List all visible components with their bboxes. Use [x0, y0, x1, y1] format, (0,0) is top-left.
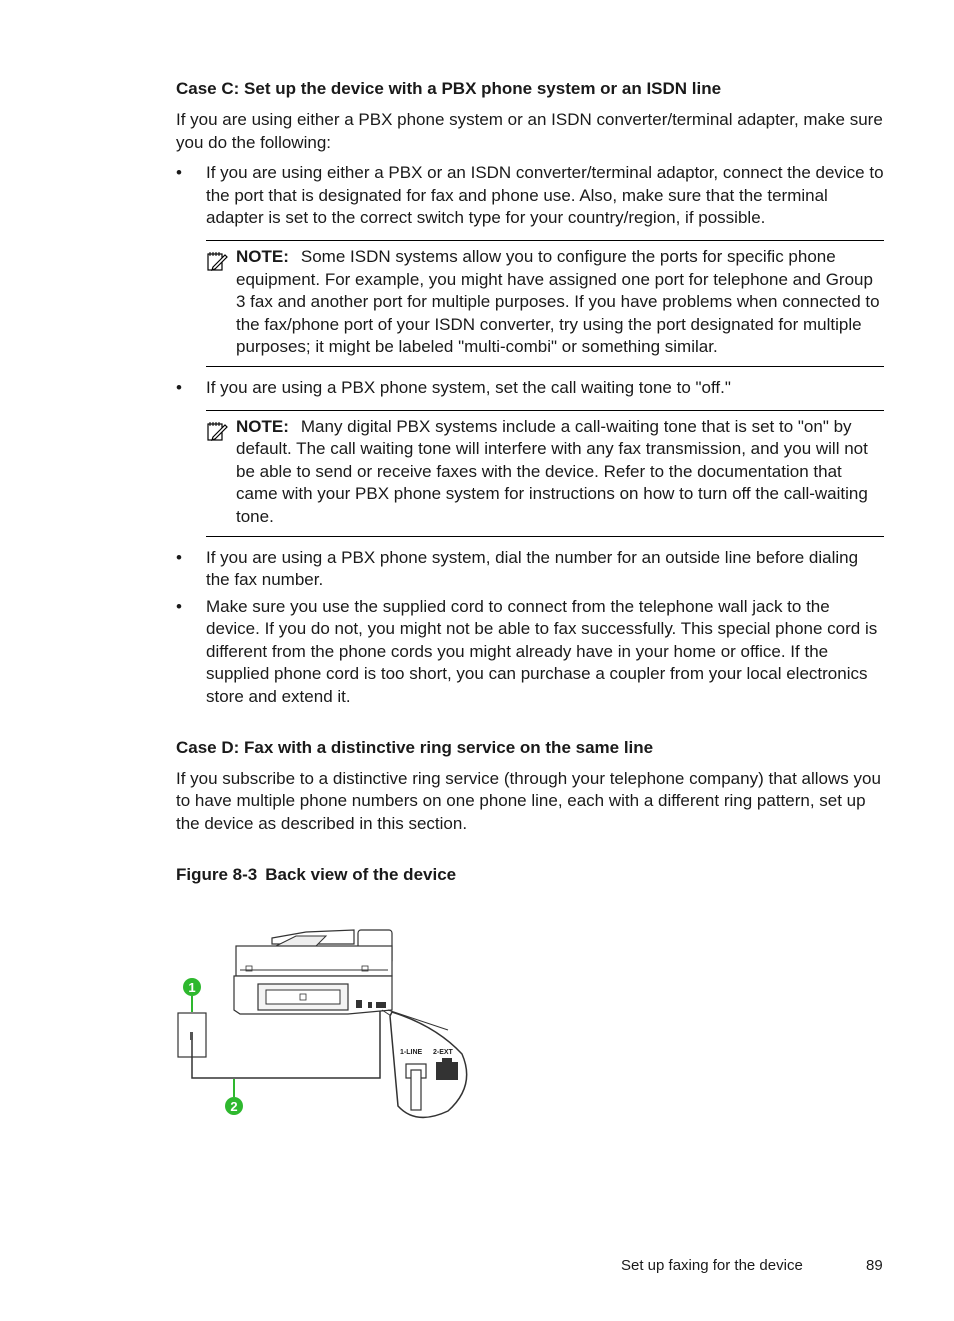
- case-c-list: [176, 162, 884, 230]
- case-c-heading: Case C: Set up the device with a PBX phone system or an ISDN line: [176, 79, 722, 98]
- note-icon: [206, 250, 228, 272]
- figure-caption: Back view of the device: [265, 865, 457, 885]
- case-d-body: If you subscribe to a distinctive ring service (through your telephone company) that allows you to have multiple phone numbers on one phone line, each with a different ring pattern, set up the device as described in this section.: [176, 768, 881, 833]
- bullet-isdn-port: • If you are using either a PBX or an ISDN converter/terminal adaptor, connect the device to the port that is designated for fax and phone use. Also, make sure that the terminal adapter is set to the correct switch type for your country/region, if possible.: [176, 162, 884, 230]
- figure-number: Figure 8-3: [176, 865, 258, 885]
- bullet-outside-line: • If you are using a PBX phone system, dial the number for an outside line before dialing the fax number.: [176, 547, 884, 592]
- device-back-view-figure: [176, 926, 476, 1122]
- device-illustration: [234, 930, 392, 1014]
- note-text: Many digital PBX systems include a call-waiting tone that is set to "on" by default. The call waiting tone will interfere with any fax transmission, and you will not be able to send or receive faxes with the device. Refer to the documentation that came with your PBX phone system for instructions on how to turn off the call-waiting tone.: [236, 416, 868, 526]
- page-content: [176, 78, 884, 886]
- callout-1-number: 1: [188, 980, 196, 995]
- port-2-ext-label: 2-EXT: [433, 1049, 453, 1056]
- note-label: NOTE:: [236, 246, 289, 266]
- bullet-call-waiting: • If you are using a PBX phone system, set the call waiting tone to "off.": [176, 377, 884, 400]
- phone-cord: [192, 1010, 380, 1078]
- note-isdn: [206, 240, 884, 367]
- footer-section-title: Set up faxing for the device: [621, 1257, 803, 1274]
- page-number: 89: [866, 1257, 883, 1274]
- figure-title: [176, 864, 884, 886]
- note-pbx: [206, 410, 884, 537]
- port-1-line-label: 1-LINE: [400, 1049, 423, 1056]
- case-c-intro: If you are using either a PBX phone system or an ISDN converter/terminal adapter, make sure you do the following:: [176, 110, 883, 152]
- case-d-heading: Case D: Fax with a distinctive ring service on the same line: [176, 737, 654, 757]
- callout-2-number: 2: [230, 1099, 238, 1114]
- bullet-supplied-cord: • Make sure you use the supplied cord to connect from the telephone wall jack to the device. If you do not, you might not be able to fax successfully. This special phone cord is different from the phone cords you might already have in your home or office. If the supplied phone cord is too short, you can purchase a coupler from your local electronics store and extend it.: [176, 596, 884, 709]
- case-c-list-3: [176, 547, 884, 709]
- note-text: Some ISDN systems allow you to configure the ports for specific phone equipment. For example, you might have assigned one port for telephone and Group 3 fax and another port for multiple purposes. If you have problems when connected to the fax/phone port of your ISDN converter, try using the port designated for multiple purposes; it might be labeled "multi-combi" or something similar.: [236, 246, 880, 357]
- case-c-list-2: [176, 377, 884, 400]
- port-2-ext: [436, 1062, 458, 1080]
- note-label: NOTE:: [236, 416, 289, 436]
- note-icon: [206, 420, 228, 442]
